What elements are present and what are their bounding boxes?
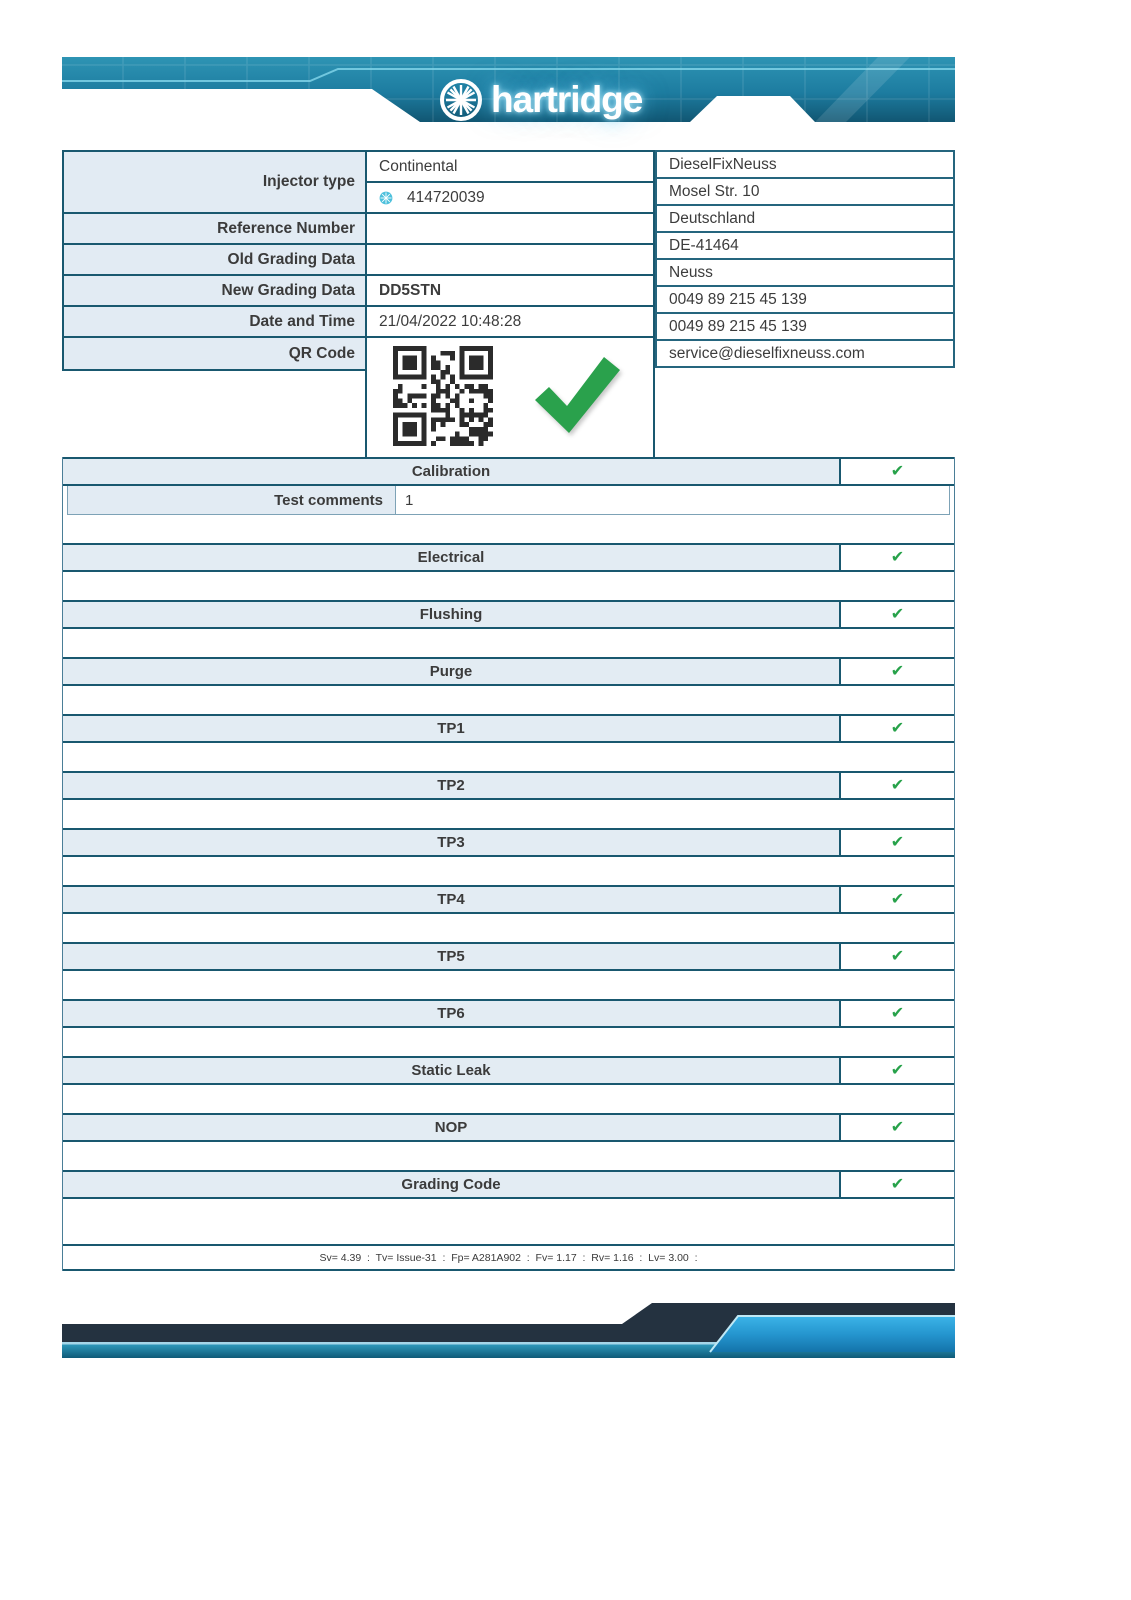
section-row xyxy=(63,1170,954,1199)
new-grading-label: New Grading Data xyxy=(63,275,366,306)
spacer-row xyxy=(63,743,954,771)
info-row xyxy=(63,337,654,370)
address-line: DE-41464 xyxy=(656,232,954,259)
section-label: Static Leak xyxy=(411,1062,491,1079)
info-row xyxy=(63,306,654,337)
section-pass-cell xyxy=(839,1001,954,1026)
section-row xyxy=(63,771,954,800)
section-pass-cell xyxy=(839,773,954,798)
section-label: Electrical xyxy=(417,549,485,566)
injector-type-label: Injector type xyxy=(63,151,366,213)
section-label: Grading Code xyxy=(401,1176,501,1193)
spacer-row xyxy=(63,686,954,714)
pass-check-icon: ✔ xyxy=(890,662,905,680)
status-line: Sv= 4.39 : Tv= Issue-31 : Fp= A281A902 : Fv= 1.17 : Rv= 1.16 : Lv= 3.00 : xyxy=(319,1251,698,1264)
pass-checkmark-icon xyxy=(525,346,625,446)
footer-banner xyxy=(62,1300,955,1362)
pass-check-icon: ✔ xyxy=(890,1061,905,1079)
spacer-row xyxy=(63,572,954,600)
spacer-row xyxy=(63,914,954,942)
spacer-row xyxy=(63,1142,954,1170)
info-row xyxy=(63,275,654,306)
test-comments-row xyxy=(67,486,950,515)
section-row xyxy=(63,885,954,914)
spacer-row xyxy=(63,1227,954,1244)
section-pass-cell xyxy=(839,602,954,627)
brand-logo xyxy=(438,76,642,124)
pass-check-icon: ✔ xyxy=(890,947,905,965)
old-grading-label: Old Grading Data xyxy=(63,244,366,275)
section-row xyxy=(63,600,954,629)
address-line: DieselFixNeuss xyxy=(656,151,954,178)
pass-check-icon: ✔ xyxy=(890,776,905,794)
wheel-icon xyxy=(379,191,393,205)
address-row xyxy=(656,232,954,259)
section-row xyxy=(63,714,954,743)
qr-code-label: QR Code xyxy=(63,337,366,370)
pass-check-icon: ✔ xyxy=(890,548,905,566)
pass-check-icon: ✔ xyxy=(890,890,905,908)
qr-code xyxy=(393,346,493,446)
section-label: TP1 xyxy=(437,720,465,737)
spacer-row xyxy=(63,1085,954,1113)
address-row xyxy=(656,286,954,313)
pass-check-icon: ✔ xyxy=(890,1118,905,1136)
old-grading-value xyxy=(366,244,654,275)
section-pass-cell xyxy=(839,716,954,741)
section-label: TP3 xyxy=(437,834,465,851)
pass-check-icon: ✔ xyxy=(890,719,905,737)
section-pass-cell xyxy=(839,887,954,912)
test-comments-value: 1 xyxy=(405,491,414,509)
spacer-row xyxy=(63,857,954,885)
section-pass-cell xyxy=(839,659,954,684)
pass-check-icon: ✔ xyxy=(890,1175,905,1193)
version-footer xyxy=(63,1244,954,1271)
section-label: Flushing xyxy=(419,606,483,623)
brand-wheel-icon xyxy=(438,77,484,123)
results-table xyxy=(62,457,955,1271)
section-label: NOP xyxy=(434,1119,468,1136)
info-row xyxy=(63,244,654,275)
section-label: TP2 xyxy=(437,777,465,794)
section-label: TP6 xyxy=(437,1005,465,1022)
section-pass-cell xyxy=(839,1115,954,1140)
injector-type-value: Continental xyxy=(366,151,654,182)
spacer-row xyxy=(63,971,954,999)
address-row xyxy=(656,313,954,340)
pass-check-icon: ✔ xyxy=(890,605,905,623)
section-label: TP5 xyxy=(437,948,465,965)
section-row xyxy=(63,1113,954,1142)
reference-number-label: Reference Number xyxy=(63,213,366,244)
section-row xyxy=(63,657,954,686)
section-row xyxy=(63,828,954,857)
section-pass-cell xyxy=(839,830,954,855)
section-pass-cell xyxy=(839,545,954,570)
section-label: TP4 xyxy=(437,891,465,908)
section-row xyxy=(63,999,954,1028)
calibration-pass-cell xyxy=(839,459,954,484)
spacer-row xyxy=(63,629,954,657)
injector-info-table xyxy=(62,150,655,470)
address-line: Neuss xyxy=(656,259,954,286)
section-row xyxy=(63,1056,954,1085)
calibration-row xyxy=(63,457,954,486)
serial-number-value: 414720039 xyxy=(407,188,485,206)
brand-name: hartridge xyxy=(491,79,643,120)
address-row xyxy=(656,178,954,205)
spacer-row xyxy=(63,515,954,543)
spacer-row xyxy=(63,1199,954,1227)
calibration-label: Calibration xyxy=(411,463,491,480)
new-grading-value: DD5STN xyxy=(366,275,654,306)
datetime-label: Date and Time xyxy=(63,306,366,337)
section-pass-cell xyxy=(839,1058,954,1083)
address-row xyxy=(656,340,954,367)
section-label: Purge xyxy=(429,663,473,680)
address-line: 0049 89 215 45 139 xyxy=(656,286,954,313)
address-row xyxy=(656,259,954,286)
section-pass-cell xyxy=(839,944,954,969)
info-row xyxy=(63,151,654,182)
address-line: service@dieselfixneuss.com xyxy=(656,340,954,367)
address-row xyxy=(656,205,954,232)
datetime-value: 21/04/2022 10:48:28 xyxy=(366,306,654,337)
spacer-row xyxy=(63,800,954,828)
pass-check-icon: ✔ xyxy=(890,833,905,851)
info-row xyxy=(63,213,654,244)
section-pass-cell xyxy=(839,1172,954,1197)
address-line: Deutschland xyxy=(656,205,954,232)
pass-check-icon: ✔ xyxy=(890,1004,905,1022)
reference-number-value xyxy=(366,213,654,244)
address-line: 0049 89 215 45 139 xyxy=(656,313,954,340)
address-table xyxy=(655,150,955,368)
spacer-row xyxy=(63,1028,954,1056)
section-row xyxy=(63,942,954,971)
address-line: Mosel Str. 10 xyxy=(656,178,954,205)
test-comments-label: Test comments xyxy=(68,486,396,514)
section-row xyxy=(63,543,954,572)
pass-check-icon: ✔ xyxy=(890,462,905,480)
address-row xyxy=(656,151,954,178)
